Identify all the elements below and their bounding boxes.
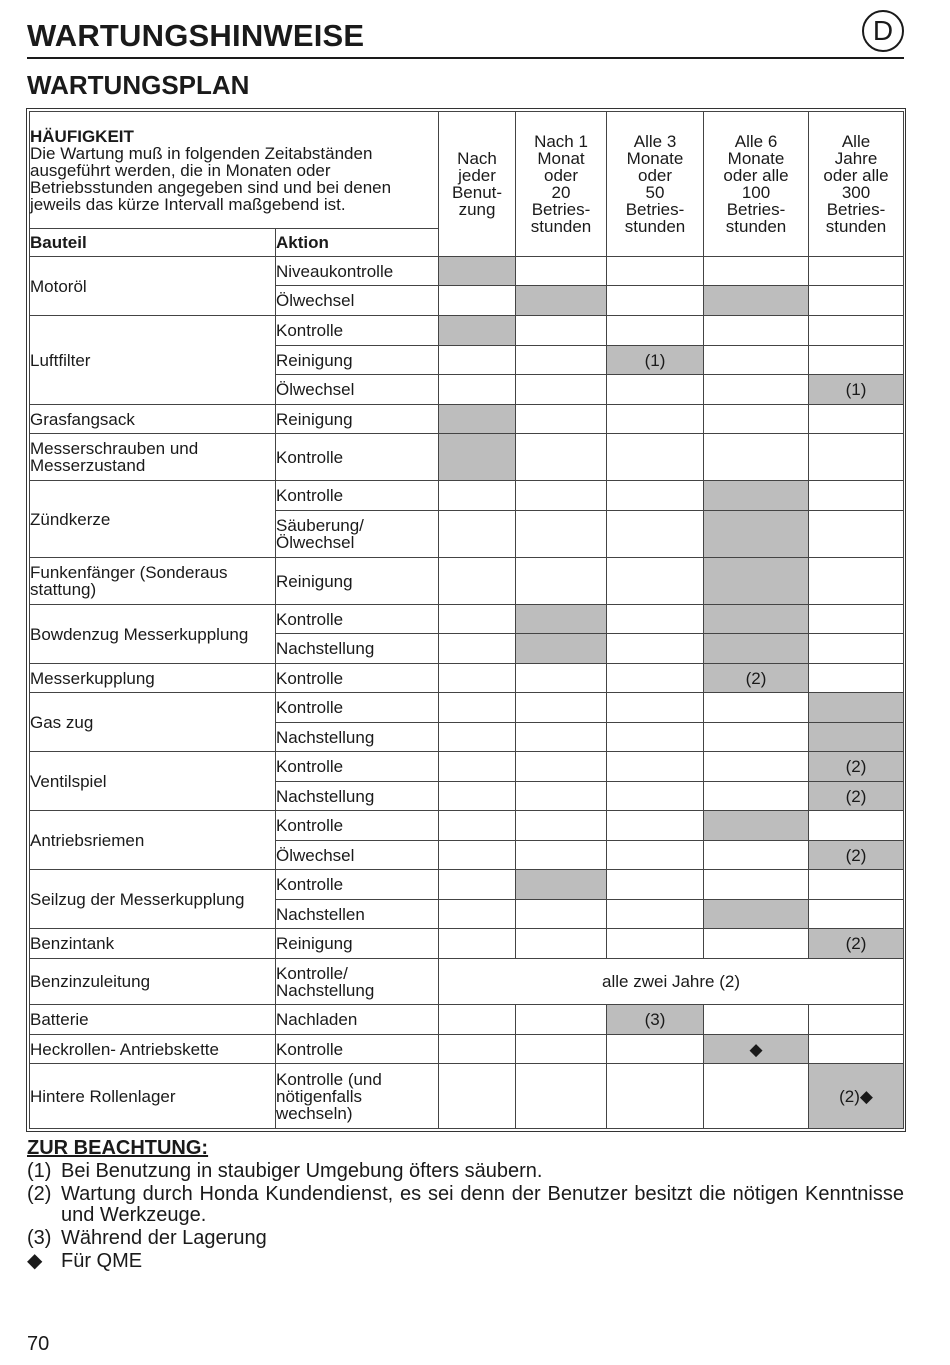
interval-header: [809, 112, 904, 257]
page-number: 70: [27, 1333, 50, 1355]
note-item: [27, 1184, 904, 1226]
interval-cell: [516, 752, 607, 782]
interval-cell-marked: [516, 605, 607, 634]
interval-cell: [516, 723, 607, 752]
interval-cell-marked: [439, 257, 516, 286]
action-cell: Kontrolle: [276, 316, 439, 346]
interval-header-line: Monate: [727, 149, 785, 168]
action-cell: Kontrolle: [276, 693, 439, 723]
interval-header-line: oder alle: [823, 166, 889, 185]
interval-cell: [704, 752, 809, 782]
interval-cell: [809, 257, 904, 286]
interval-header-line: Betries-: [826, 200, 886, 219]
interval-cell: [516, 693, 607, 723]
table-row: [30, 1005, 904, 1035]
interval-cell: [439, 511, 516, 558]
interval-cell: [439, 664, 516, 693]
interval-cell: [439, 1035, 516, 1064]
interval-cell: [439, 286, 516, 316]
interval-header: [516, 112, 607, 257]
interval-cell: [516, 1035, 607, 1064]
table-row: [30, 959, 904, 1005]
interval-header-line: stunden: [825, 217, 887, 236]
note-item: [27, 1228, 904, 1249]
interval-cell-marked: (3): [607, 1005, 704, 1035]
interval-cell: [439, 782, 516, 811]
interval-cell-marked: (2): [704, 664, 809, 693]
interval-cell: [607, 752, 704, 782]
action-cell: Kontrolle: [276, 481, 439, 511]
frequency-text: Die Wartung muß in folgenden Zeitabständen ausgeführt werden, die in Monaten oder Betriebsstunden angegeben sind und bei denen jeweils das kürze Intervall maßgebend ist.: [30, 143, 392, 214]
interval-header-line: 20: [551, 183, 571, 202]
component-cell: Ventilspiel: [30, 752, 276, 811]
action-cell: Kontrolle: [276, 434, 439, 481]
action-cell: Nachstellung: [276, 634, 439, 664]
action-cell: Nachladen: [276, 1005, 439, 1035]
interval-cell: [809, 870, 904, 900]
interval-cell: [439, 558, 516, 605]
interval-cell: [809, 1005, 904, 1035]
interval-cell-marked: [439, 316, 516, 346]
action-cell: Kontrolle: [276, 870, 439, 900]
interval-cell: [439, 900, 516, 929]
interval-header-line: Jahre: [834, 149, 878, 168]
note-text: Bei Benutzung in staubiger Umgebung öfters säubern.: [61, 1160, 543, 1182]
interval-cell: [704, 346, 809, 375]
note-text: Wartung durch Honda Kundendienst, es sei denn der Benutzer besitzt die nötigen Kenntnisse und Werkzeuge.: [61, 1183, 904, 1226]
interval-cell: [439, 1064, 516, 1129]
interval-cell: [439, 752, 516, 782]
interval-header-line: 100: [741, 183, 771, 202]
interval-cell: [704, 375, 809, 405]
interval-cell-marked: [704, 900, 809, 929]
interval-cell: [809, 405, 904, 434]
interval-header-line: Betries-: [625, 200, 685, 219]
interval-cell-marked: [704, 605, 809, 634]
component-cell: Antriebsriemen: [30, 811, 276, 870]
interval-cell: [516, 481, 607, 511]
interval-cell: [607, 1035, 704, 1064]
header-row: [30, 112, 904, 229]
interval-cell: [516, 1005, 607, 1035]
component-cell: Hintere Rollenlager: [30, 1064, 276, 1129]
interval-header-line: Nach 1: [534, 132, 588, 151]
interval-cell: [607, 929, 704, 959]
note-item: [27, 1251, 904, 1272]
interval-cell-marked: (2): [809, 752, 904, 782]
interval-cell: [516, 316, 607, 346]
interval-cell: [516, 900, 607, 929]
interval-header-line: Nach: [457, 149, 497, 168]
interval-cell: [516, 405, 607, 434]
interval-cell: [516, 841, 607, 870]
component-cell: Zündkerze: [30, 481, 276, 558]
interval-cell-marked: (1): [607, 346, 704, 375]
interval-cell-marked: (2): [809, 841, 904, 870]
interval-cell: [516, 1064, 607, 1129]
interval-cell: [607, 286, 704, 316]
interval-cell: [809, 634, 904, 664]
interval-span-cell: alle zwei Jahre (2): [439, 959, 904, 1005]
interval-cell: [607, 811, 704, 841]
action-cell: Kontrolle: [276, 1035, 439, 1064]
table-row: [30, 316, 904, 346]
interval-cell: [704, 1005, 809, 1035]
interval-header-line: oder alle: [723, 166, 789, 185]
interval-cell-marked: (2)◆: [809, 1064, 904, 1129]
interval-cell: [607, 558, 704, 605]
component-cell: Benzinzuleitung: [30, 959, 276, 1005]
action-cell: Kontrolle (und nötigenfalls wechseln): [276, 1064, 439, 1129]
interval-cell: [809, 434, 904, 481]
interval-header-line: Monate: [626, 149, 684, 168]
interval-cell: [607, 511, 704, 558]
interval-cell: [516, 511, 607, 558]
note-marker: (3): [27, 1227, 52, 1249]
interval-cell-marked: ◆: [704, 1035, 809, 1064]
action-cell: Niveaukontrolle: [276, 257, 439, 286]
interval-cell: [516, 929, 607, 959]
action-cell: Ölwechsel: [276, 841, 439, 870]
interval-cell: [607, 900, 704, 929]
component-cell: Grasfangsack: [30, 405, 276, 434]
interval-header: [439, 112, 516, 257]
table-row: [30, 811, 904, 841]
interval-cell: [439, 870, 516, 900]
table-row: [30, 870, 904, 900]
interval-cell: [704, 870, 809, 900]
action-cell: Kontrolle: [276, 605, 439, 634]
interval-cell: [809, 1035, 904, 1064]
component-cell: Motoröl: [30, 257, 276, 316]
interval-cell: [439, 811, 516, 841]
action-cell: Reinigung: [276, 346, 439, 375]
action-cell: Ölwechsel: [276, 375, 439, 405]
interval-cell: [607, 634, 704, 664]
interval-cell: [439, 1005, 516, 1035]
table-row: [30, 929, 904, 959]
interval-header-line: Betries-: [531, 200, 591, 219]
interval-cell: [516, 664, 607, 693]
action-cell: Nachstellung: [276, 782, 439, 811]
action-cell: Reinigung: [276, 929, 439, 959]
section-title: WARTUNGSPLAN: [27, 70, 250, 100]
action-cell: Säuberung/ Ölwechsel: [276, 511, 439, 558]
interval-cell: [516, 346, 607, 375]
page-title: WARTUNGSHINWEISE: [27, 18, 365, 53]
interval-cell: [704, 257, 809, 286]
interval-header-line: oder: [638, 166, 673, 185]
action-cell: Reinigung: [276, 558, 439, 605]
interval-cell: [516, 811, 607, 841]
table-row: [30, 257, 904, 286]
language-badge: D: [862, 10, 904, 52]
maintenance-table: [29, 111, 904, 1129]
interval-header-line: 300: [841, 183, 871, 202]
interval-header-line: stunden: [624, 217, 686, 236]
table-row: [30, 1064, 904, 1129]
interval-cell: [607, 782, 704, 811]
component-cell: Seilzug der Messerkupplung: [30, 870, 276, 929]
interval-cell: [439, 346, 516, 375]
interval-header-line: 50: [645, 183, 665, 202]
interval-cell: [704, 1064, 809, 1129]
table-row: [30, 605, 904, 634]
interval-cell: [607, 434, 704, 481]
notes-title: ZUR BEACHTUNG:: [27, 1137, 209, 1159]
note-text: Während der Lagerung: [61, 1227, 267, 1249]
component-cell: Bowdenzug Messerkupplung: [30, 605, 276, 664]
table-row: [30, 693, 904, 723]
interval-cell: [704, 841, 809, 870]
action-cell: Ölwechsel: [276, 286, 439, 316]
table-row: [30, 1035, 904, 1064]
component-cell: Funkenfänger (Sonderaus stattung): [30, 558, 276, 605]
note-marker: ◆: [27, 1250, 43, 1272]
interval-cell: [607, 870, 704, 900]
interval-cell: [809, 811, 904, 841]
interval-header-line: Alle 3: [633, 132, 677, 151]
note-item: [27, 1161, 904, 1182]
interval-header-line: Alle 6: [734, 132, 778, 151]
interval-cell-marked: (1): [809, 375, 904, 405]
interval-cell: [809, 286, 904, 316]
interval-cell: [809, 558, 904, 605]
interval-cell: [439, 605, 516, 634]
component-cell: Benzintank: [30, 929, 276, 959]
interval-cell: [704, 782, 809, 811]
column-header-action: Aktion: [276, 229, 439, 257]
interval-cell: [607, 257, 704, 286]
interval-cell: [809, 900, 904, 929]
interval-cell-marked: [516, 286, 607, 316]
interval-cell: [439, 723, 516, 752]
interval-header-line: oder: [544, 166, 579, 185]
interval-cell: [607, 405, 704, 434]
interval-cell: [607, 375, 704, 405]
interval-cell: [439, 841, 516, 870]
interval-cell-marked: [809, 693, 904, 723]
interval-cell: [809, 481, 904, 511]
table-row: [30, 752, 904, 782]
interval-header: [607, 112, 704, 257]
interval-cell: [607, 693, 704, 723]
interval-cell: [439, 375, 516, 405]
component-cell: Batterie: [30, 1005, 276, 1035]
interval-header-line: Alle: [841, 132, 871, 151]
interval-cell-marked: [704, 481, 809, 511]
table-row: [30, 664, 904, 693]
interval-cell: [704, 434, 809, 481]
component-cell: Messerschrauben und Messerzustand: [30, 434, 276, 481]
component-cell: Messerkupplung: [30, 664, 276, 693]
note-marker: (2): [27, 1183, 52, 1205]
table-row: [30, 434, 904, 481]
interval-header-line: Monat: [537, 149, 585, 168]
action-cell: Kontrolle: [276, 752, 439, 782]
interval-cell: [607, 1064, 704, 1129]
interval-cell-marked: [516, 634, 607, 664]
action-cell: Kontrolle: [276, 811, 439, 841]
interval-cell: [809, 605, 904, 634]
interval-cell-marked: [516, 870, 607, 900]
frequency-heading: HÄUFIGKEIT: [30, 126, 134, 146]
interval-cell-marked: [704, 634, 809, 664]
interval-cell-marked: [704, 286, 809, 316]
interval-cell-marked: [704, 558, 809, 605]
interval-cell: [809, 664, 904, 693]
interval-cell: [607, 723, 704, 752]
interval-cell: [607, 316, 704, 346]
column-header-component: Bauteil: [30, 229, 276, 257]
action-cell: Reinigung: [276, 405, 439, 434]
interval-cell: [516, 434, 607, 481]
interval-cell: [704, 929, 809, 959]
interval-cell: [516, 375, 607, 405]
action-cell: Kontrolle/ Nachstellung: [276, 959, 439, 1005]
interval-cell: [607, 664, 704, 693]
note-text: Für QME: [61, 1250, 143, 1272]
action-cell: Kontrolle: [276, 664, 439, 693]
interval-cell: [809, 511, 904, 558]
interval-cell-marked: [704, 811, 809, 841]
component-cell: Gas zug: [30, 693, 276, 752]
interval-cell-marked: [809, 723, 904, 752]
interval-header: [704, 112, 809, 257]
interval-header-line: jeder: [458, 166, 496, 185]
frequency-intro: [30, 112, 439, 229]
interval-cell: [704, 316, 809, 346]
table-row: [30, 405, 904, 434]
interval-cell-marked: [704, 511, 809, 558]
interval-cell: [607, 841, 704, 870]
component-cell: Heckrollen- Antriebskette: [30, 1035, 276, 1064]
interval-cell: [516, 558, 607, 605]
note-marker: (1): [27, 1160, 52, 1182]
interval-cell-marked: [439, 405, 516, 434]
table-row: [30, 481, 904, 511]
action-cell: Nachstellung: [276, 723, 439, 752]
title-rule: [27, 57, 904, 59]
table-row: [30, 558, 904, 605]
interval-cell: [516, 257, 607, 286]
interval-cell: [439, 693, 516, 723]
interval-cell: [607, 481, 704, 511]
interval-header-line: Betries-: [726, 200, 786, 219]
interval-cell: [809, 346, 904, 375]
interval-cell: [704, 693, 809, 723]
interval-cell: [439, 929, 516, 959]
interval-cell: [809, 316, 904, 346]
interval-cell-marked: (2): [809, 929, 904, 959]
interval-header-line: stunden: [530, 217, 592, 236]
interval-cell: [607, 605, 704, 634]
interval-cell: [704, 723, 809, 752]
interval-cell: [439, 634, 516, 664]
component-cell: Luftfilter: [30, 316, 276, 405]
interval-cell: [516, 782, 607, 811]
interval-header-line: stunden: [725, 217, 787, 236]
interval-header-line: zung: [458, 200, 496, 219]
interval-cell: [704, 405, 809, 434]
interval-cell: [439, 481, 516, 511]
interval-cell-marked: [439, 434, 516, 481]
interval-cell-marked: (2): [809, 782, 904, 811]
notes-list: [27, 1161, 904, 1272]
interval-header-line: Benut-: [451, 183, 503, 202]
notes-section: [27, 1138, 904, 1272]
action-cell: Nachstellen: [276, 900, 439, 929]
